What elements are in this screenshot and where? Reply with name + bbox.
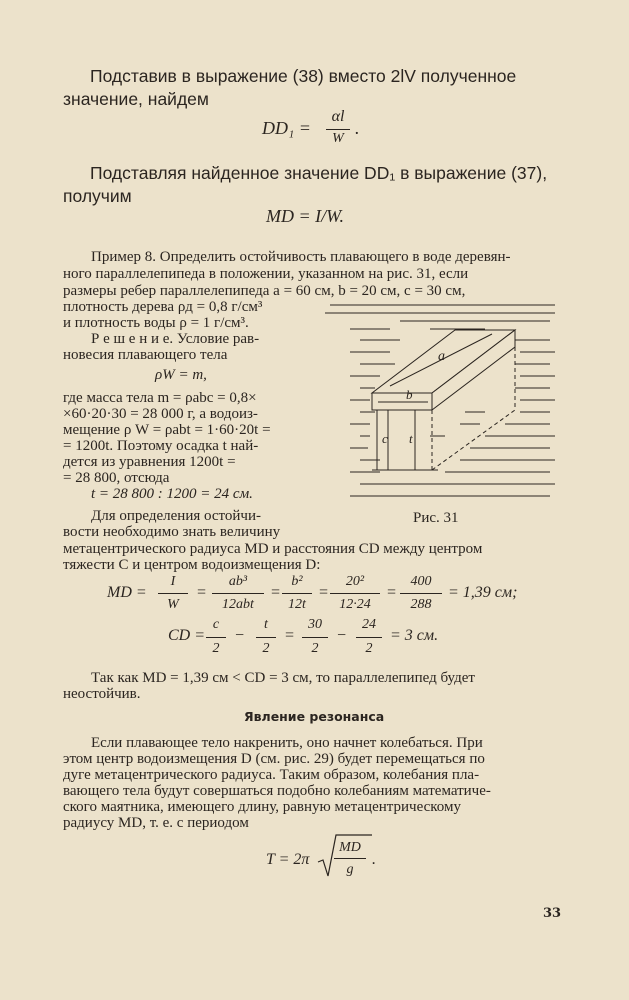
md-frac4-num: 20² [345,574,365,589]
example-line-6: Р е ш е н и е. Условие рав- [91,331,260,347]
section-para-line-5: ского маятника, имеющего длину, равную метацентрическому [63,799,461,815]
cd-eq1: = [284,627,295,644]
section-para-line-3: дуге метацентрического радиуса. Таким образом, колебания пла- [63,767,480,783]
md-frac4-bar [330,593,380,594]
formula-md-short: MD = I/W. [266,206,344,226]
figure-31-parallelepiped [320,300,565,510]
md-result: = 1,39 см; [448,584,518,601]
md-eq3: = [318,584,329,601]
cd-frac2-num: t [264,617,268,632]
example-line-15: вости необходимо знать величину [63,524,281,540]
example-line-8: где масса тела m = ρabc = 0,8× [63,390,257,406]
cd-frac4-num: 24 [362,617,376,632]
example-line-1: Пример 8. Определить остойчивость плавающего в воде деревян- [91,249,511,265]
section-para-line-6: радиусу MD, т. е. с периодом [63,815,249,831]
cd-minus2: − [336,627,347,644]
formula-dd1-numerator: αl [331,108,345,125]
md-frac3-num: b² [291,574,303,589]
period-end: . [372,851,376,868]
figure-caption: Рис. 31 [413,510,459,526]
example-line-2: ного параллелепипеда в положении, указанном на рис. 31, если [63,266,469,282]
period-denominator: g [346,862,354,877]
intro-line-1: Подставив в выражение (38) вместо 2lV полученное [90,66,517,86]
formula-dd1-bar [326,129,350,130]
cd-frac2-bar [256,637,276,638]
cd-frac4-bar [356,637,382,638]
period-bar [334,858,366,859]
figure-label-c: c [382,431,388,446]
page-number: 33 [543,906,562,921]
md-eq4: = [386,584,397,601]
md-eq1: = [196,584,207,601]
cd-frac3-num: 30 [308,617,322,632]
example-line-12: дется из уравнения 1200t = [63,454,236,470]
md-frac3-den: 12t [288,597,306,612]
section-heading: Явление резонанса [244,709,385,724]
example-line-13: = 28 800, отсюда [63,470,170,486]
cd-result: = 3 см. [390,627,439,644]
intro-line-4: получим [63,186,132,206]
md-frac2-den: 12abt [222,597,254,612]
example-line-4: плотность дерева ρд = 0,8 г/см³ [63,299,263,315]
cd-frac1-den: 2 [212,641,220,656]
cd-frac1-bar [206,637,226,638]
md-frac1-den: W [167,597,179,612]
example-line-10: мещение ρ W = ρabt = 1·60·20t = [63,422,271,438]
section-para-line-2: этом центр водоизмещения D (см. рис. 29) будет перемещаться по [63,751,485,767]
cd-frac3-bar [302,637,328,638]
example-line-16: метацентрического радиуса MD и расстояния CD между центром [63,541,483,557]
cd-frac3-den: 2 [311,641,319,656]
section-para-line-4: вающего тела будут совершаться подобно колебаниям математиче- [63,783,491,799]
md-frac5-bar [400,593,442,594]
formula-draft: t = 28 800 : 1200 = 24 см. [91,486,253,502]
conclusion-line-2: неостойчив. [63,686,141,702]
period-lhs: T = 2π [266,851,310,868]
section-para-line-1: Если плавающее тело накренить, оно начнет колебаться. При [91,735,483,751]
md-frac1-bar [158,593,188,594]
cd-frac4-den: 2 [365,641,373,656]
formula-md-lhs: MD = [107,584,147,601]
example-line-9: ×60·20·30 = 28 000 г, а водоиз- [63,406,258,422]
example-line-7: новесия плавающего тела [63,347,228,363]
example-line-3: размеры ребер параллелепипеда a = 60 см, b = 20 см, c = 30 см, [63,283,466,299]
md-frac1-num: I [170,574,176,589]
example-line-17: тяжести C и центром водоизмещения D: [63,557,321,573]
intro-line-3: Подставляя найденное значение DD₁ в выражение (37), [90,163,548,183]
cd-frac1-num: c [212,617,220,632]
example-line-5: и плотность воды ρ = 1 г/см³. [63,315,249,331]
example-line-11: = 1200t. Поэтому осадка t най- [63,438,259,454]
md-frac3-bar [282,593,312,594]
figure-label-b: b [406,387,413,402]
figure-label-a: a [438,349,445,364]
md-frac5-den: 288 [410,597,432,612]
period-numerator: MD [339,840,361,855]
md-eq2: = [270,584,281,601]
example-line-14: Для определения остойчи- [91,508,261,524]
figure-label-t: t [409,431,413,446]
formula-cd-lhs: CD = [168,627,206,644]
intro-line-2: значение, найдем [63,89,209,109]
formula-dd1-lhs: DD₁ = [262,118,311,138]
formula-dd1-denominator: W [332,131,344,146]
conclusion-line-1: Так как MD = 1,39 см < CD = 3 см, то параллелепипед будет [91,670,475,686]
cd-frac2-den: 2 [262,641,270,656]
formula-equilibrium: ρW = m, [155,367,207,383]
md-frac2-bar [212,593,264,594]
md-frac5-num: 400 [410,574,432,589]
formula-dd1-end: . [355,118,360,138]
md-frac2-num: ab³ [228,574,248,589]
md-frac4-den: 12·24 [339,597,371,612]
cd-minus1: − [234,627,245,644]
